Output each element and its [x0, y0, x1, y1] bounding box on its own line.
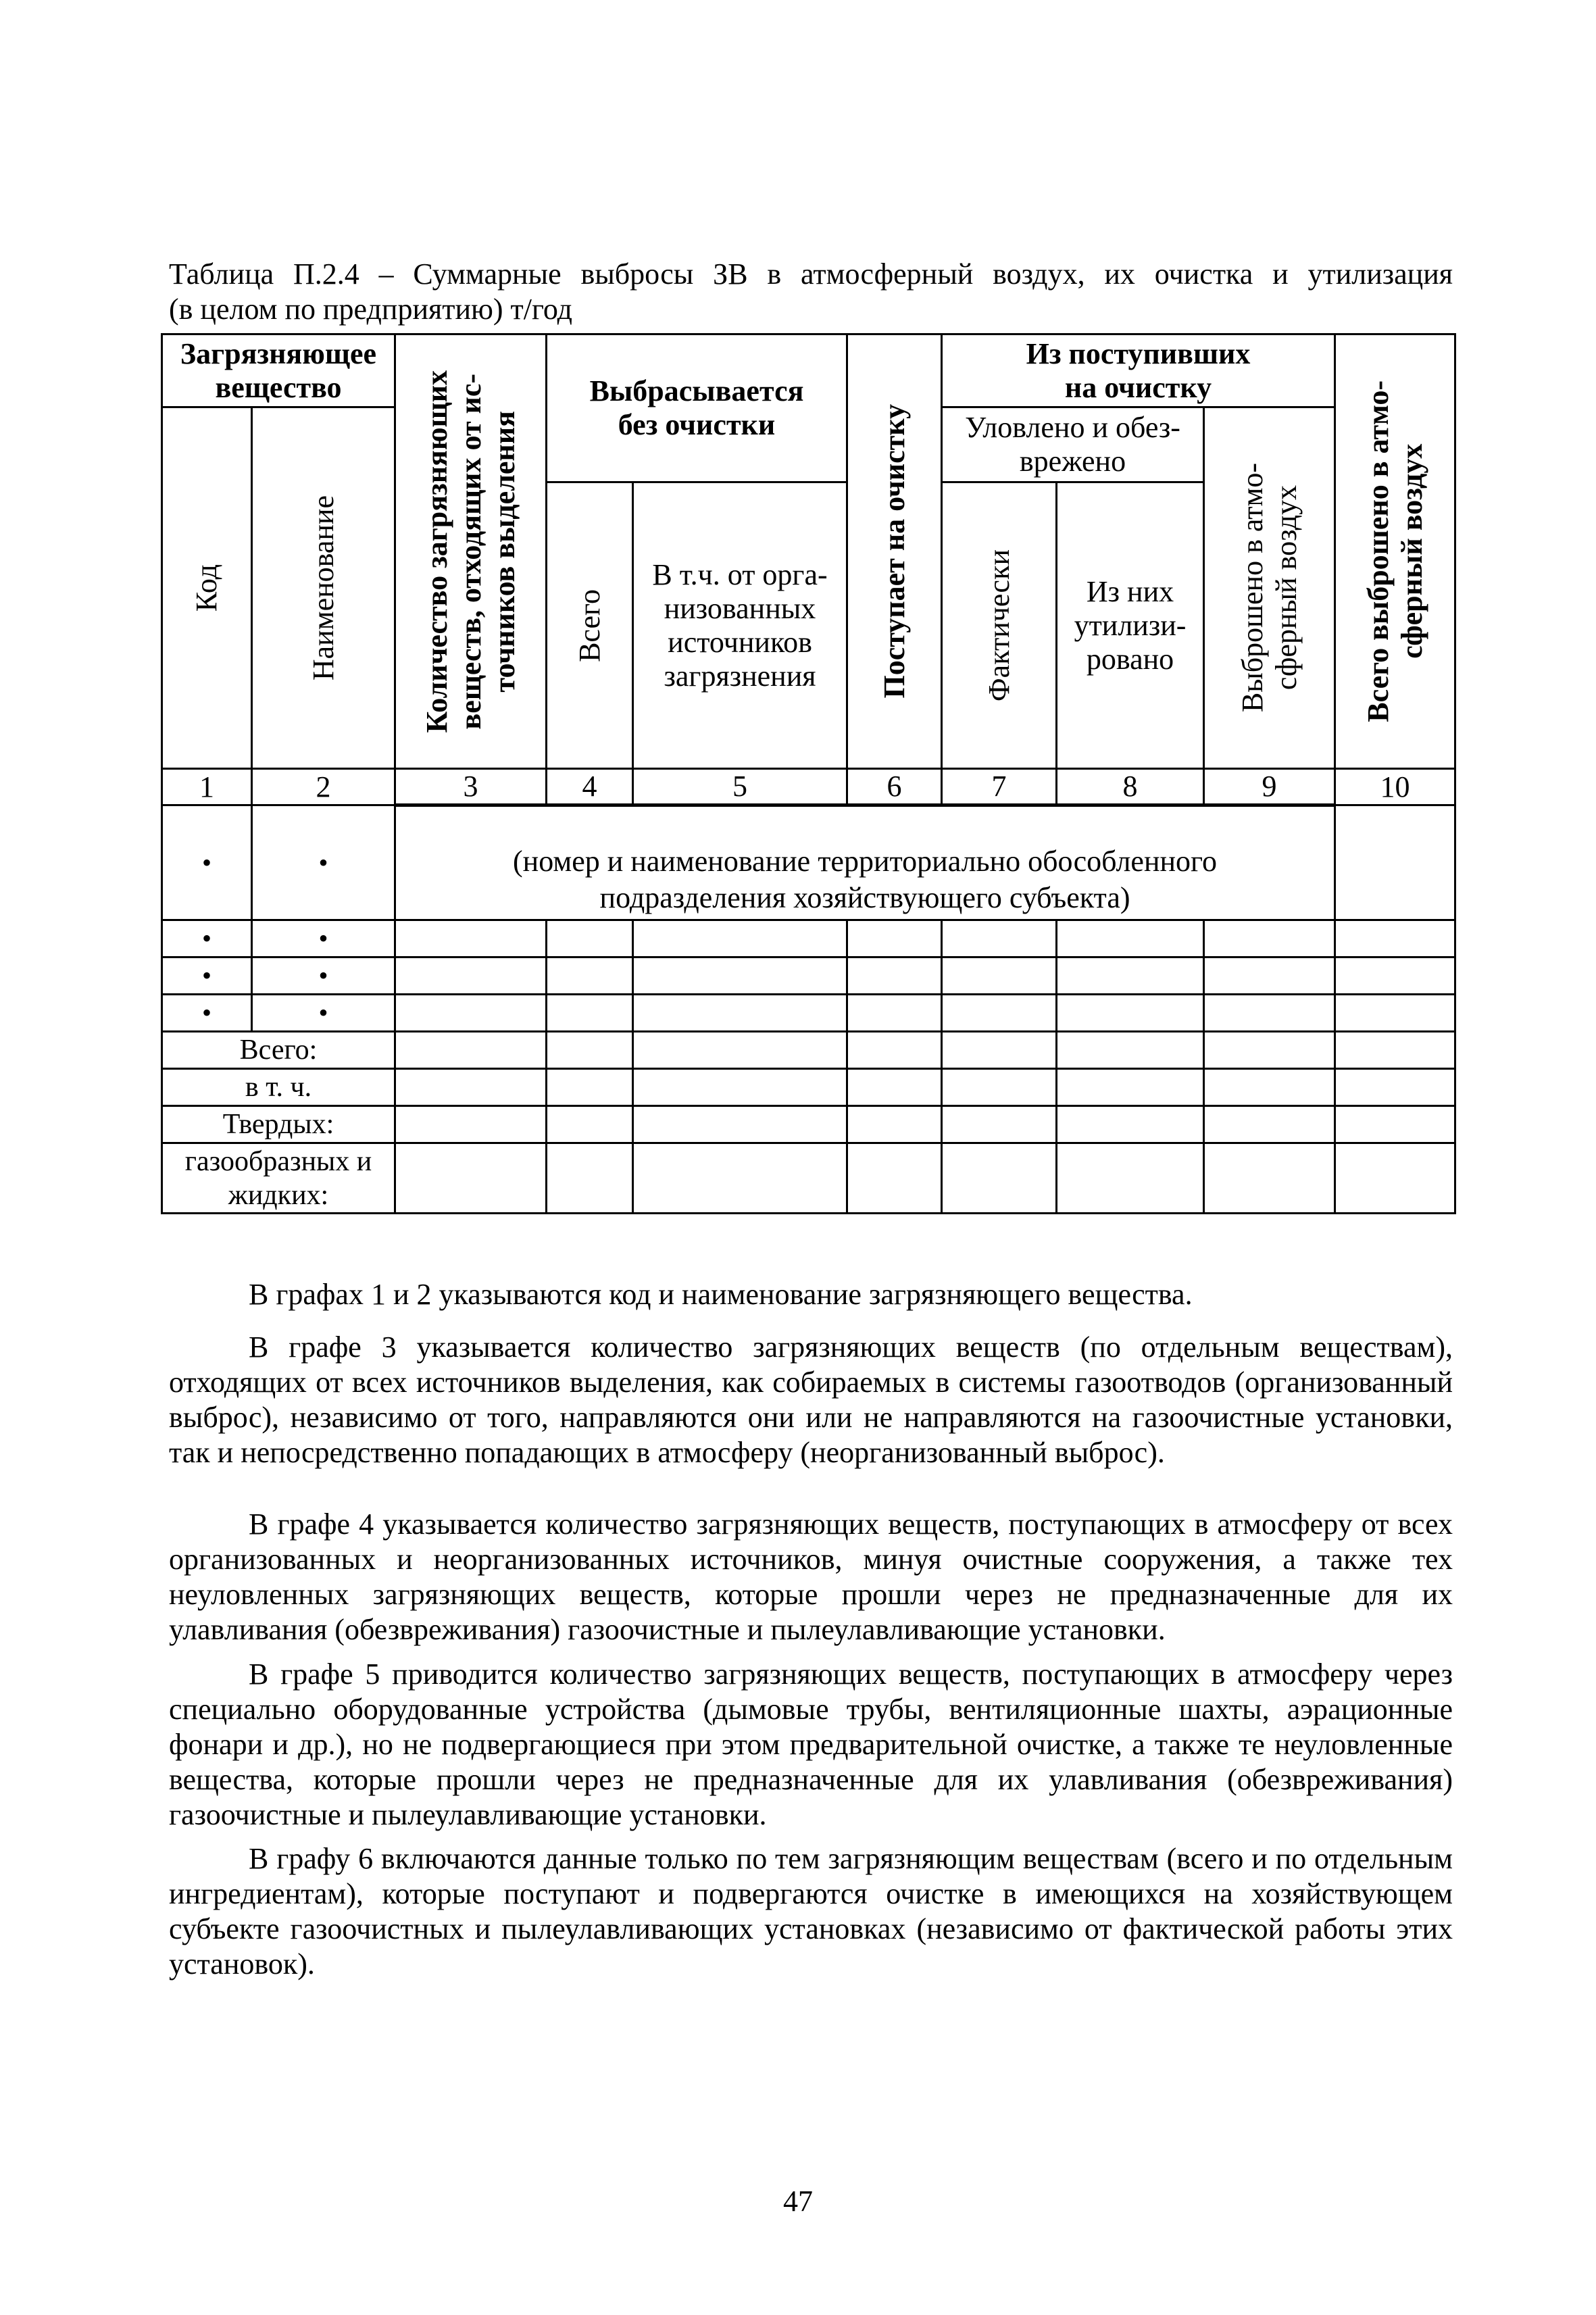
header-total-emitted-line: сферный воздух [1395, 443, 1428, 659]
header-from-cleaning [942, 334, 1335, 407]
column-number: 8 [1057, 769, 1204, 805]
paragraph-4 [169, 1657, 1453, 1833]
dot-marker: • [252, 920, 395, 957]
header-pollutant: Загрязняющее вещество [162, 334, 395, 407]
gaseous-row [162, 1143, 1455, 1214]
dot-marker: • [162, 805, 252, 920]
column-number: 3 [395, 769, 547, 805]
header-utilized [1057, 482, 1204, 769]
caption-line-1: Таблица П.2.4 – Суммарные выбросы ЗВ в атмосферный воздух, их очистка и утилизация [169, 257, 1453, 291]
header-organized-line: загрязнения [664, 659, 816, 693]
header-total-emitted-line: Всего выброшено в атмо- [1361, 380, 1395, 722]
header-captured-line: врежено [1019, 445, 1126, 478]
column-number: 1 [162, 769, 252, 805]
dot-marker: • [252, 957, 395, 995]
column-numbers-row [162, 769, 1455, 805]
row-label-gaseous-line: жидких: [228, 1179, 329, 1211]
header-to-cleaning [847, 334, 942, 769]
paragraph-1 [169, 1277, 1453, 1312]
header-total-text: Всего [572, 589, 606, 662]
header-organized-line: низованных [664, 591, 816, 625]
header-total-emitted [1335, 334, 1455, 769]
header-code [162, 407, 252, 769]
total-row [162, 1032, 1455, 1069]
header-actual [942, 482, 1057, 769]
header-total [547, 482, 633, 769]
table-row [162, 957, 1455, 995]
header-emitted-line: без очистки [618, 408, 776, 441]
header-quantity-line: веществ, отходящих от ис- [453, 373, 487, 730]
row-label-including: в т. ч. [162, 1069, 395, 1106]
header-emitted-atm-line: Выброшено в атмо- [1235, 463, 1269, 713]
header-organized [633, 482, 847, 769]
subdivision-note-line: (номер и наименование территориально обособленного [513, 845, 1218, 878]
dot-marker: • [162, 995, 252, 1032]
header-organized-line: источников [668, 625, 812, 659]
column-number: 6 [847, 769, 942, 805]
row-label-total: Всего: [162, 1032, 395, 1069]
header-actual-text: Фактически [982, 549, 1016, 702]
column-number: 7 [942, 769, 1057, 805]
header-code-text: Код [190, 564, 223, 612]
dot-marker: • [252, 805, 395, 920]
paragraph-text: В графе 4 указывается количество загрязняющих веществ, поступающих в атмосферу от всех организованных и неорганизованных источников, минуя очистные сооружения, а также тех неуловленных загрязняющих веществ, которые прошли через не предназначенные для их улавливания (обезвреживания) газоочистные и пылеулавливающие установки. [169, 1508, 1453, 1646]
column-number: 2 [252, 769, 395, 805]
subdivision-note [395, 805, 1335, 920]
paragraph-text: В графе 3 указывается количество загрязняющих веществ (по отдельным веществам), отходящих от всех источников выделения, как собираемых в системы газоотводов (организованный выброс), независимо от того, направляются они или не направляются на газоочистные установки, так и непосредственно попадающих в атмосферу (неорганизованный выброс). [169, 1330, 1453, 1469]
column-number: 4 [547, 769, 633, 805]
header-to-cleaning-text: Поступает на очистку [877, 404, 911, 699]
emissions-table [161, 333, 1456, 1214]
subdivision-row [162, 805, 1455, 920]
header-utilized-line: утилизи- [1074, 608, 1187, 642]
column-number: 9 [1204, 769, 1335, 805]
column-number: 5 [633, 769, 847, 805]
table-row [162, 995, 1455, 1032]
header-quantity [395, 334, 547, 769]
header-emitted-atm [1204, 407, 1335, 769]
row-label-gaseous [162, 1143, 395, 1214]
including-row [162, 1069, 1455, 1106]
header-quantity-line: Количество загрязняющих [420, 370, 453, 733]
paragraph-text: В графах 1 и 2 указываются код и наименование загрязняющего вещества. [249, 1278, 1193, 1311]
dot-marker: • [162, 957, 252, 995]
table-caption [169, 257, 1453, 327]
paragraph-5 [169, 1841, 1453, 1982]
header-name [252, 407, 395, 769]
paragraph-2 [169, 1330, 1453, 1470]
page-number: 47 [783, 2185, 813, 2218]
paragraph-3 [169, 1507, 1453, 1647]
paragraph-text: В графе 5 приводится количество загрязняющих веществ, поступающих в атмосферу через специально оборудованные устройства (дымовые трубы, вентиляционные шахты, аэрационные фонари и др.), но не подвергающиеся при этом предварительной очистке, а также те неуловленные вещества, которые прошли через не предназначенные для их улавливания (обезвреживания) газоочистные и пылеулавливающие установки. [169, 1658, 1453, 1831]
table-row [162, 920, 1455, 957]
row-label-gaseous-line: газообразных и [184, 1145, 372, 1177]
header-emitted-line: Выбрасывается [589, 374, 804, 407]
header-utilized-line: ровано [1086, 642, 1174, 676]
header-emitted-no-cleaning [547, 334, 847, 482]
header-emitted-atm-line: сферный воздух [1269, 485, 1303, 691]
dot-marker: • [252, 995, 395, 1032]
header-quantity-line: точников выделения [487, 410, 521, 693]
header-organized-line: В т.ч. от орга- [652, 557, 828, 591]
header-captured [942, 407, 1204, 482]
header-name-text: Наименование [306, 495, 340, 681]
header-from-line: на очистку [1064, 370, 1212, 404]
row-label-solid: Твердых: [162, 1106, 395, 1143]
header-captured-line: Уловлено и обез- [965, 411, 1180, 444]
header-utilized-line: Из них [1086, 574, 1174, 608]
dot-marker: • [162, 920, 252, 957]
caption-line-2: (в целом по предприятию) т/год [169, 293, 573, 326]
header-from-line: Из поступивших [1026, 337, 1251, 370]
solid-row [162, 1106, 1455, 1143]
paragraph-text: В графу 6 включаются данные только по тем загрязняющим веществам (всего и по отдельным ингредиентам), которые поступают и подвергаются очистке в имеющихся на хозяйствующем субъекте газоочистных и пылеулавливающих установках (независимо от фактической работы этих установок). [169, 1842, 1453, 1981]
subdivision-note-line: подразделения хозяйствующего субъекта) [599, 881, 1130, 914]
column-number: 10 [1335, 769, 1455, 805]
